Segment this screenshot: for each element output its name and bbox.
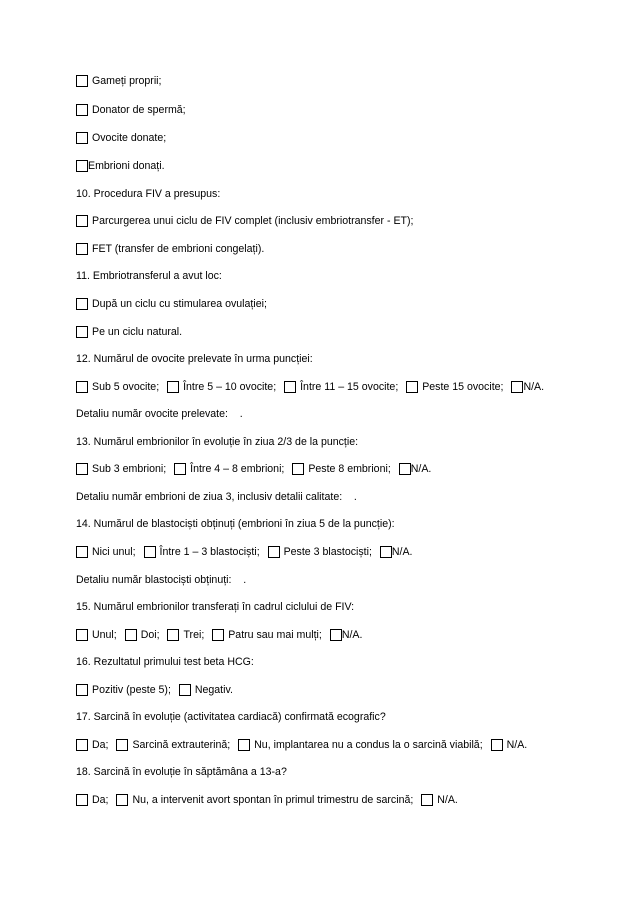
- option-label: Sub 5 ovocite;: [92, 381, 160, 393]
- option-label: Donator de spermă;: [92, 104, 186, 116]
- option-row: [76, 628, 362, 642]
- option-label: Sarcină extrauterină;: [132, 739, 231, 751]
- option-label: Trei;: [183, 629, 205, 641]
- option-label: Patru sau mai mulți;: [228, 629, 322, 641]
- option-label: Nici unul;: [92, 546, 136, 558]
- option-label: Doi;: [140, 629, 160, 641]
- question-12: 12. Numărul de ovocite prelevate în urma puncției:: [76, 353, 313, 365]
- option-row: [76, 738, 527, 752]
- option-label: Da;: [92, 739, 109, 751]
- question-15: 15. Numărul embrionilor transferați în cadrul ciclului de FIV:: [76, 601, 355, 613]
- checkbox[interactable]: [284, 381, 296, 393]
- option-label: Peste 8 embrioni;: [308, 463, 391, 475]
- checkbox[interactable]: [76, 546, 88, 558]
- checkbox[interactable]: [238, 739, 250, 751]
- option-label: Unul;: [92, 629, 117, 641]
- option-label: N/A.: [506, 739, 528, 751]
- option-row: [76, 683, 233, 697]
- option-label: Nu, implantarea nu a condus la o sarcină viabilă;: [254, 739, 483, 751]
- checkbox[interactable]: [76, 160, 88, 172]
- checkbox[interactable]: [76, 463, 88, 475]
- option-row: [76, 103, 186, 117]
- question-10: 10. Procedura FIV a presupus:: [76, 188, 221, 200]
- option-row: [76, 297, 267, 311]
- checkbox[interactable]: [167, 629, 179, 641]
- question-11: 11. Embriotransferul a avut loc:: [76, 270, 222, 282]
- checkbox[interactable]: [511, 381, 523, 393]
- question-13: 13. Numărul embrionilor în evoluție în ziua 2/3 de la puncție:: [76, 436, 359, 448]
- option-label: Negativ.: [194, 684, 233, 696]
- option-label: Nu, a intervenit avort spontan în primul trimestru de sarcină;: [132, 794, 414, 806]
- checkbox[interactable]: [76, 684, 88, 696]
- checkbox[interactable]: [76, 739, 88, 751]
- checkbox[interactable]: [76, 215, 88, 227]
- option-label: Ovocite donate;: [92, 132, 167, 144]
- option-row: [76, 545, 412, 559]
- checkbox[interactable]: [167, 381, 179, 393]
- option-label: Embrioni donați.: [88, 160, 165, 172]
- checkbox[interactable]: [421, 794, 433, 806]
- question-18: 18. Sarcină în evoluție în săptămâna a 13-a?: [76, 766, 287, 778]
- option-label: După un ciclu cu stimularea ovulației;: [92, 298, 267, 310]
- option-label: Peste 15 ovocite;: [422, 381, 504, 393]
- checkbox[interactable]: [406, 381, 418, 393]
- option-row: [76, 214, 413, 228]
- checkbox[interactable]: [292, 463, 304, 475]
- option-label: Între 5 – 10 ovocite;: [183, 381, 277, 393]
- question-16: 16. Rezultatul primului test beta HCG:: [76, 656, 254, 668]
- detail-text: Detaliu număr blastociști obținuți: .: [76, 574, 247, 586]
- option-label: Între 11 – 15 ovocite;: [300, 381, 399, 393]
- checkbox[interactable]: [76, 381, 88, 393]
- detail-text: Detaliu număr ovocite prelevate: .: [76, 408, 243, 420]
- option-label: Parcurgerea unui ciclu de FIV complet (inclusiv embriotransfer - ET);: [92, 215, 414, 227]
- option-row: [76, 131, 166, 145]
- checkbox[interactable]: [76, 326, 88, 338]
- option-row: [76, 242, 264, 256]
- option-label: N/A.: [391, 546, 413, 558]
- option-label: Pozitiv (peste 5);: [92, 684, 171, 696]
- checkbox[interactable]: [125, 629, 137, 641]
- option-row: [76, 74, 161, 88]
- option-row: [76, 325, 182, 339]
- checkbox[interactable]: [76, 794, 88, 806]
- checkbox[interactable]: [144, 546, 156, 558]
- checkbox[interactable]: [268, 546, 280, 558]
- option-label: N/A.: [410, 463, 432, 475]
- checkbox[interactable]: [179, 684, 191, 696]
- option-row: [76, 793, 458, 807]
- checkbox[interactable]: [76, 243, 88, 255]
- checkbox[interactable]: [491, 739, 503, 751]
- option-row: [76, 462, 431, 476]
- option-label: Sub 3 embrioni;: [92, 463, 167, 475]
- detail-text: Detaliu număr embrioni de ziua 3, inclusiv detalii calitate: .: [76, 491, 357, 503]
- option-label: N/A.: [523, 381, 545, 393]
- option-label: Gameți proprii;: [92, 75, 162, 87]
- option-row: [76, 380, 544, 394]
- checkbox[interactable]: [399, 463, 411, 475]
- checkbox[interactable]: [212, 629, 224, 641]
- checkbox[interactable]: [174, 463, 186, 475]
- checkbox[interactable]: [76, 75, 88, 87]
- question-17: 17. Sarcină în evoluție (activitatea cardiacă) confirmată ecografic?: [76, 711, 386, 723]
- checkbox[interactable]: [380, 546, 392, 558]
- checkbox[interactable]: [76, 132, 88, 144]
- checkbox[interactable]: [76, 298, 88, 310]
- option-label: Pe un ciclu natural.: [92, 326, 183, 338]
- option-label: N/A.: [437, 794, 458, 806]
- option-label: Peste 3 blastociști;: [283, 546, 372, 558]
- option-label: Între 4 – 8 embrioni;: [190, 463, 285, 475]
- option-label: Între 1 – 3 blastociști;: [159, 546, 260, 558]
- option-label: FET (transfer de embrioni congelați).: [92, 243, 265, 255]
- option-row: [76, 159, 165, 173]
- option-label: N/A.: [341, 629, 363, 641]
- checkbox[interactable]: [76, 104, 88, 116]
- checkbox[interactable]: [116, 794, 128, 806]
- checkbox[interactable]: [76, 629, 88, 641]
- question-14: 14. Numărul de blastociști obținuți (embrioni în ziua 5 de la puncție):: [76, 518, 395, 530]
- checkbox[interactable]: [116, 739, 128, 751]
- option-label: Da;: [92, 794, 109, 806]
- checkbox[interactable]: [330, 629, 342, 641]
